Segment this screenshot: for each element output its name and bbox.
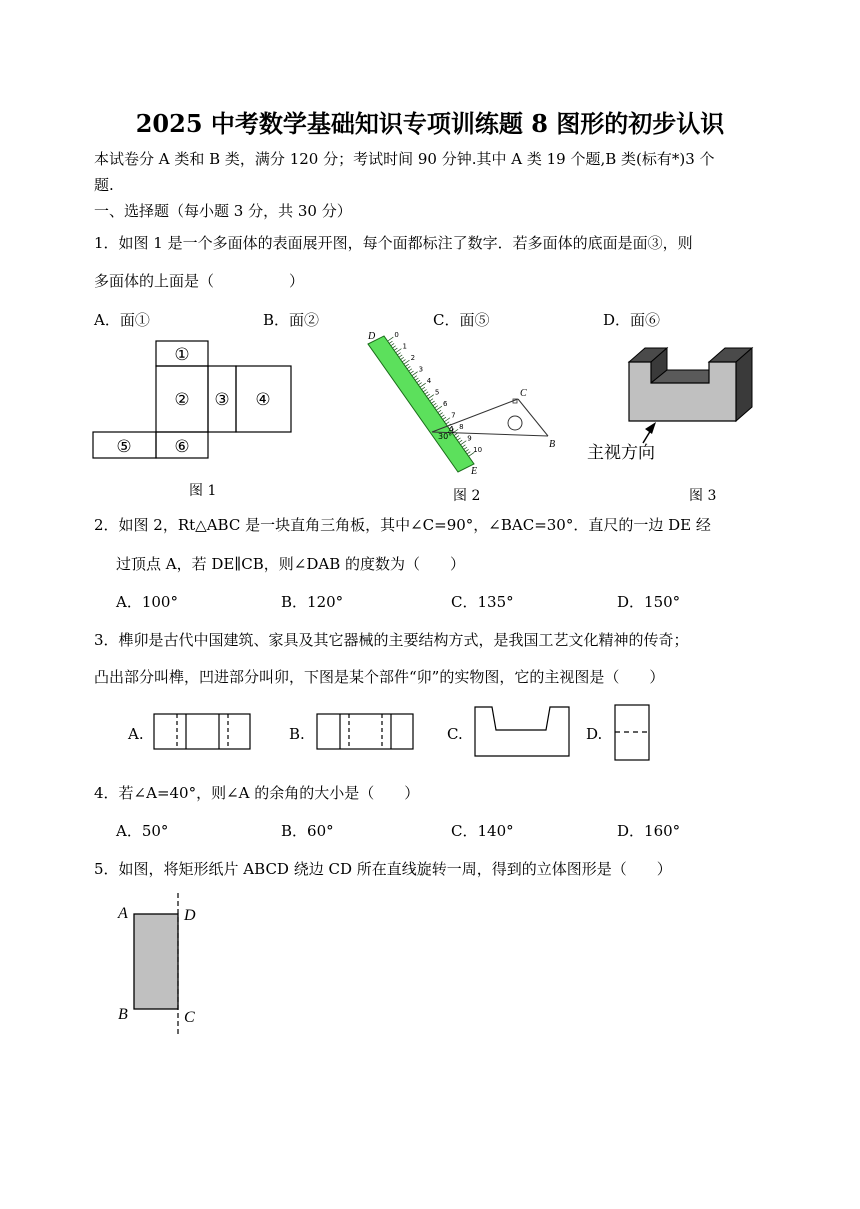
ruler-tick bbox=[430, 399, 433, 401]
q4-option-b[interactable]: B．60° bbox=[281, 822, 334, 840]
question-1-text-cont: 多面体的上面是（ ） bbox=[94, 272, 305, 290]
figure-2-ruler-triangle bbox=[360, 330, 570, 475]
ruler-number: 1 bbox=[402, 342, 407, 351]
q3-option-a-figure[interactable] bbox=[153, 713, 253, 751]
q3-option-a[interactable]: A. bbox=[128, 725, 144, 743]
q1-option-d[interactable]: D．面⑥ bbox=[603, 311, 661, 329]
figure-rectangle-abcd bbox=[110, 890, 210, 1040]
angle-label: 30° bbox=[438, 432, 453, 441]
intro-text: 本试卷分 A 类和 B 类，满分 120 分；考试时间 90 分钟.其中 A 类 19 个题,B 类(标有*)3 个 bbox=[94, 150, 715, 168]
figure-1-caption: 图 1 bbox=[189, 483, 217, 499]
label-a: A bbox=[448, 425, 455, 436]
ruler-tick bbox=[435, 406, 438, 408]
q3-option-b[interactable]: B. bbox=[289, 725, 305, 743]
ruler-tick bbox=[426, 394, 429, 396]
question-4-text: 4．若∠A=40°，则∠A 的余角的大小是（ ） bbox=[94, 784, 420, 802]
figure-2-caption: 图 2 bbox=[453, 488, 481, 504]
ruler-tick bbox=[443, 417, 446, 419]
ruler-tick bbox=[439, 413, 442, 415]
question-3-text-cont: 凸出部分叫榫，凹进部分叫卯，下图是某个部件“卯”的实物图，它的主视图是（ ） bbox=[94, 668, 665, 686]
ruler-tick bbox=[459, 440, 462, 442]
face-3-label: ③ bbox=[214, 390, 230, 410]
ruler-tick bbox=[464, 447, 467, 449]
ruler-tick bbox=[415, 378, 418, 380]
ruler-tick bbox=[414, 376, 417, 378]
ruler-tick bbox=[444, 418, 450, 422]
q3-option-d[interactable]: D. bbox=[586, 725, 603, 743]
ruler-tick bbox=[456, 436, 459, 438]
ruler-tick bbox=[404, 360, 410, 364]
ruler-tick bbox=[425, 392, 428, 394]
intro-text-cont: 题. bbox=[94, 176, 114, 194]
ruler-tick bbox=[423, 390, 426, 392]
ruler-number: 6 bbox=[442, 399, 448, 408]
q2-option-c[interactable]: C．135° bbox=[451, 593, 514, 611]
ruler-number: 5 bbox=[434, 388, 440, 397]
ruler-tick bbox=[436, 406, 442, 410]
face-1-label: ① bbox=[174, 345, 190, 365]
ruler-number: 0 bbox=[394, 330, 399, 339]
ruler-tick bbox=[392, 346, 395, 348]
ruler-tick bbox=[407, 366, 410, 368]
ruler-tick bbox=[412, 372, 418, 376]
label-d: D bbox=[368, 331, 376, 342]
question-2-text: 2．如图 2，Rt△ABC 是一块直角三角板，其中∠C=90°，∠BAC=30°．直尺的一边 DE 经 bbox=[94, 516, 711, 534]
q2-option-a[interactable]: A．100° bbox=[116, 593, 178, 611]
ruler-tick bbox=[401, 357, 404, 359]
view-direction-label: 主视方向 bbox=[587, 443, 655, 463]
label-b: B bbox=[549, 439, 556, 450]
q2-option-b[interactable]: B．120° bbox=[281, 593, 344, 611]
label-a: A bbox=[118, 905, 128, 922]
question-3-text: 3．榫卯是古代中国建筑、家具及其它器械的主要结构方式，是我国工艺文化精神的传奇； bbox=[94, 631, 689, 649]
ruler-tick bbox=[405, 364, 408, 366]
ruler-tick bbox=[431, 401, 434, 403]
q3-option-b-figure[interactable] bbox=[316, 713, 416, 751]
ruler-tick bbox=[441, 415, 444, 417]
label-c: C bbox=[184, 1009, 195, 1026]
ruler-tick bbox=[396, 349, 402, 353]
ruler-number: 10 bbox=[473, 445, 483, 454]
ruler-tick bbox=[397, 353, 400, 355]
ruler-number: 4 bbox=[426, 376, 432, 385]
ruler-tick bbox=[446, 422, 449, 424]
ruler-tick bbox=[462, 445, 465, 447]
q3-option-c[interactable]: C. bbox=[447, 725, 463, 743]
ruler-tick bbox=[461, 441, 467, 445]
q1-option-b[interactable]: B．面② bbox=[263, 311, 320, 329]
q1-option-c[interactable]: C．面⑤ bbox=[433, 311, 490, 329]
q1-option-a[interactable]: A．面① bbox=[94, 311, 150, 329]
ruler-tick bbox=[389, 341, 392, 343]
face-6-label: ⑥ bbox=[174, 437, 190, 457]
q4-option-c[interactable]: C．140° bbox=[451, 822, 514, 840]
ruler-tick bbox=[391, 343, 394, 345]
ruler-tick bbox=[418, 383, 421, 385]
ruler-tick bbox=[410, 371, 413, 373]
ruler-tick bbox=[422, 387, 425, 389]
ruler-tick bbox=[417, 380, 420, 382]
ruler-tick bbox=[467, 452, 470, 454]
ruler-tick bbox=[394, 348, 397, 350]
ruler-tick bbox=[465, 449, 468, 451]
label-c: C bbox=[520, 388, 527, 399]
ruler-number: 2 bbox=[410, 353, 416, 362]
label-d: D bbox=[184, 907, 196, 924]
ruler-tick bbox=[428, 395, 434, 399]
ruler-tick bbox=[438, 410, 441, 412]
ruler-tick bbox=[399, 355, 402, 357]
ruler-tick bbox=[433, 403, 436, 405]
label-e: E bbox=[471, 466, 478, 477]
q4-option-d[interactable]: D．160° bbox=[617, 822, 681, 840]
question-2-text-cont: 过顶点 A，若 DE∥CB，则∠DAB 的度数为（ ） bbox=[116, 555, 465, 573]
question-1-text: 1．如图 1 是一个多面体的表面展开图，每个面都标注了数字．若多面体的底面是面③，则 bbox=[94, 234, 693, 252]
ruler-tick bbox=[457, 438, 460, 440]
q3-option-d-figure[interactable] bbox=[614, 704, 654, 762]
face-4-label: ④ bbox=[255, 390, 271, 410]
figure-3-mortise-block bbox=[585, 340, 765, 470]
ruler-number: 8 bbox=[459, 422, 464, 431]
ruler-tick bbox=[454, 433, 457, 435]
ruler-tick bbox=[388, 337, 394, 341]
ruler-number: 3 bbox=[418, 365, 424, 374]
ruler-tick bbox=[420, 383, 426, 387]
face-2-label: ② bbox=[174, 390, 190, 410]
ruler-number: 9 bbox=[467, 434, 472, 443]
figure-1-net bbox=[90, 338, 300, 463]
ruler-tick bbox=[402, 360, 405, 362]
q2-option-d[interactable]: D．150° bbox=[617, 593, 681, 611]
figure-3-caption: 图 3 bbox=[689, 488, 717, 504]
q4-option-a[interactable]: A．50° bbox=[116, 822, 169, 840]
section-heading: 一、选择题（每小题 3 分，共 30 分） bbox=[94, 202, 352, 220]
label-b: B bbox=[118, 1006, 128, 1023]
face-5-label: ⑤ bbox=[116, 437, 132, 457]
page-title: 2025 中考数学基础知识专项训练题 8 图形的初步认识 bbox=[135, 109, 725, 138]
ruler-tick bbox=[409, 369, 412, 371]
question-5-text: 5．如图，将矩形纸片 ABCD 绕边 CD 所在直线旋转一周，得到的立体图形是（ ） bbox=[94, 860, 672, 878]
ruler-number: 7 bbox=[451, 411, 456, 420]
q3-option-c-figure[interactable] bbox=[474, 706, 574, 758]
